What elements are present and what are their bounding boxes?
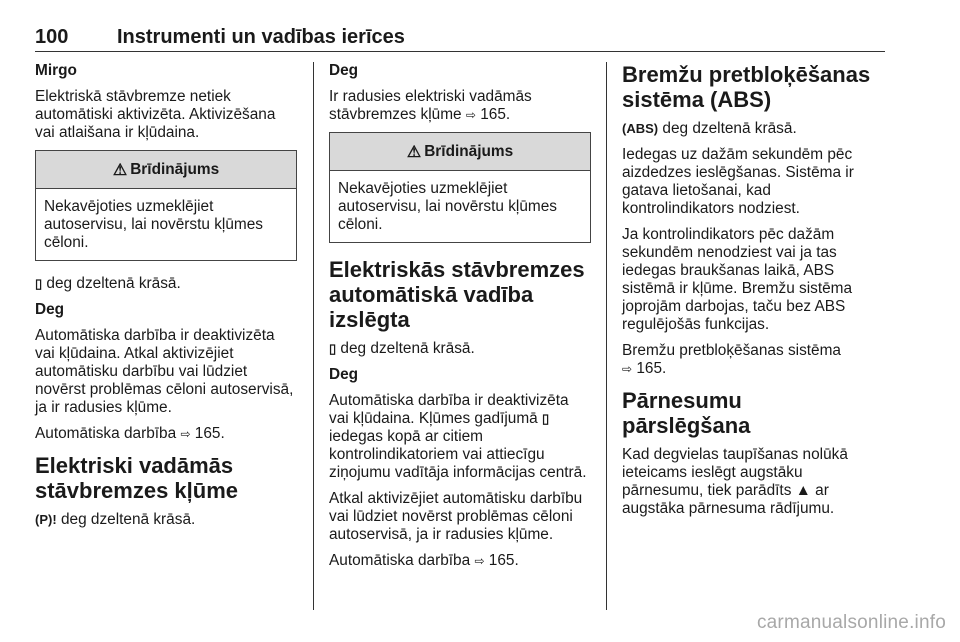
subheading-deg: Deg [329, 366, 359, 383]
subheading-deg: Deg [35, 301, 65, 318]
paragraph [329, 88, 591, 124]
warning-title: Brīdinājums [424, 142, 514, 160]
up-arrow-icon: ▲ [795, 482, 811, 499]
paragraph [329, 340, 591, 358]
watermark: carmanualsonline.info [756, 612, 946, 633]
subheading-deg: Deg [329, 62, 359, 79]
paragraph-text: Automātiska darbība [329, 552, 475, 569]
paragraph [329, 552, 591, 570]
paragraph-text: Ir radusies elektriski vadāmās stāvbremzes kļūme [329, 88, 532, 123]
parking-brake-fault-icon: (P)! [35, 512, 57, 527]
paragraph: Iedegas uz dažām sekundēm pēc aizdedzes ieslēgšanas. Sistēma ir gatava lietošanai, kad kontrolindikators nodziest. [622, 146, 854, 217]
paragraph: Automātiska darbība ir deaktivizēta vai kļūdaina. Atkal aktivizējiet automātisku darbību vai lūdziet novērst problēmas cēloni autoservisā, ja ir radusies kļūme. [35, 327, 294, 416]
paragraph [622, 120, 872, 138]
paragraph-text: deg dzeltenā krāsā. [336, 340, 475, 357]
paragraph-text: ar augstāka pārnesuma rādījumu. [622, 482, 835, 517]
page-header [35, 24, 885, 52]
paragraph-text: iedegas kopā ar citiem kontrolindikatoriem vai attiecīgu ziņojumu vadītāja informācijas centrā. [329, 428, 587, 481]
page-ref-icon: ⇨ [465, 108, 476, 122]
warning-body [36, 189, 296, 260]
column-divider [606, 62, 607, 610]
page-title: Instrumenti un vadības ierīces [117, 26, 405, 48]
auto-hold-lamp-icon: ▯ [329, 341, 337, 356]
warning-text: Nekavējoties uzmeklējiet autoservisu, lai novērstu kļūmes cēloni. [338, 180, 557, 233]
section-heading: Elektriskās stāvbremzes automātiskā vadība izslēgta [329, 257, 585, 332]
page-ref[interactable]: 165. [488, 552, 519, 569]
paragraph-text: deg dzeltenā krāsā. [56, 511, 196, 528]
abs-lamp-icon: (ABS) [622, 121, 659, 136]
page-ref-icon: ⇨ [622, 362, 633, 376]
paragraph: Elektriskā stāvbremze netiek automātiski aktivizēta. Aktivizēšana vai atlaišana ir kļūdaina. [35, 88, 276, 141]
warning-triangle-icon: ⚠ [406, 143, 422, 161]
page-ref-icon: ⇨ [180, 427, 191, 441]
page-ref[interactable]: 165. [194, 425, 225, 442]
page-ref[interactable]: 165. [480, 106, 511, 123]
paragraph [622, 342, 872, 378]
paragraph [329, 392, 591, 482]
warning-header [330, 133, 590, 171]
paragraph: Atkal aktivizējiet automātisku darbību vai lūdziet novērst problēmas cēloni autoservisā, ja ir radusies kļūme. [329, 490, 583, 543]
column-3 [622, 62, 872, 526]
paragraph [35, 425, 297, 443]
section-heading: Pārnesumu pārslēgšana [622, 388, 751, 438]
page-ref-icon: ⇨ [474, 554, 485, 568]
warning-triangle-icon: ⚠ [112, 161, 128, 179]
paragraph-text: deg dzeltenā krāsā. [658, 120, 797, 137]
column-1 [35, 62, 297, 537]
paragraph: Ja kontrolindikators pēc dažām sekundēm nenodziest vai ja tas iedegas braukšanas laikā, ABS sistēmā ir kļūme. Bremžu sistēma joprojām darbojas, taču bez ABS regulējošās funkcijas. [622, 226, 853, 333]
paragraph [35, 275, 297, 293]
column-divider [313, 62, 314, 610]
paragraph-text: deg dzeltenā krāsā. [42, 275, 181, 292]
subheading-mirgo: Mirgo [35, 62, 77, 79]
warning-title: Brīdinājums [130, 160, 220, 178]
warning-box [35, 150, 297, 261]
paragraph-text: Kad degvielas taupīšanas nolūkā ieteicams ieslēgt augstāku pārnesumu, tiek parādīts [622, 446, 848, 499]
paragraph-text: Automātiska darbība [35, 425, 181, 442]
paragraph-text: Bremžu pretbloķēšanas sistēma [622, 342, 841, 359]
auto-hold-lamp-icon: ▯ [35, 276, 43, 291]
auto-hold-lamp-icon: ▯ [542, 411, 550, 426]
page-number: 100 [35, 26, 69, 48]
page-ref[interactable]: 165. [636, 360, 667, 377]
paragraph-text: Automātiska darbība ir deaktivizēta vai kļūdaina. Kļūmes gadījumā [329, 392, 569, 427]
warning-text: Nekavējoties uzmeklējiet autoservisu, lai novērstu kļūmes cēloni. [44, 198, 263, 251]
warning-header [36, 151, 296, 189]
warning-box [329, 132, 591, 243]
paragraph [622, 446, 872, 518]
section-heading: Bremžu pretbloķēšanas sistēma (ABS) [622, 62, 871, 112]
section-heading: Elektriski vadāmās stāvbremzes kļūme [35, 453, 238, 503]
paragraph [35, 511, 297, 529]
warning-body [330, 171, 590, 242]
column-2 [329, 62, 591, 578]
